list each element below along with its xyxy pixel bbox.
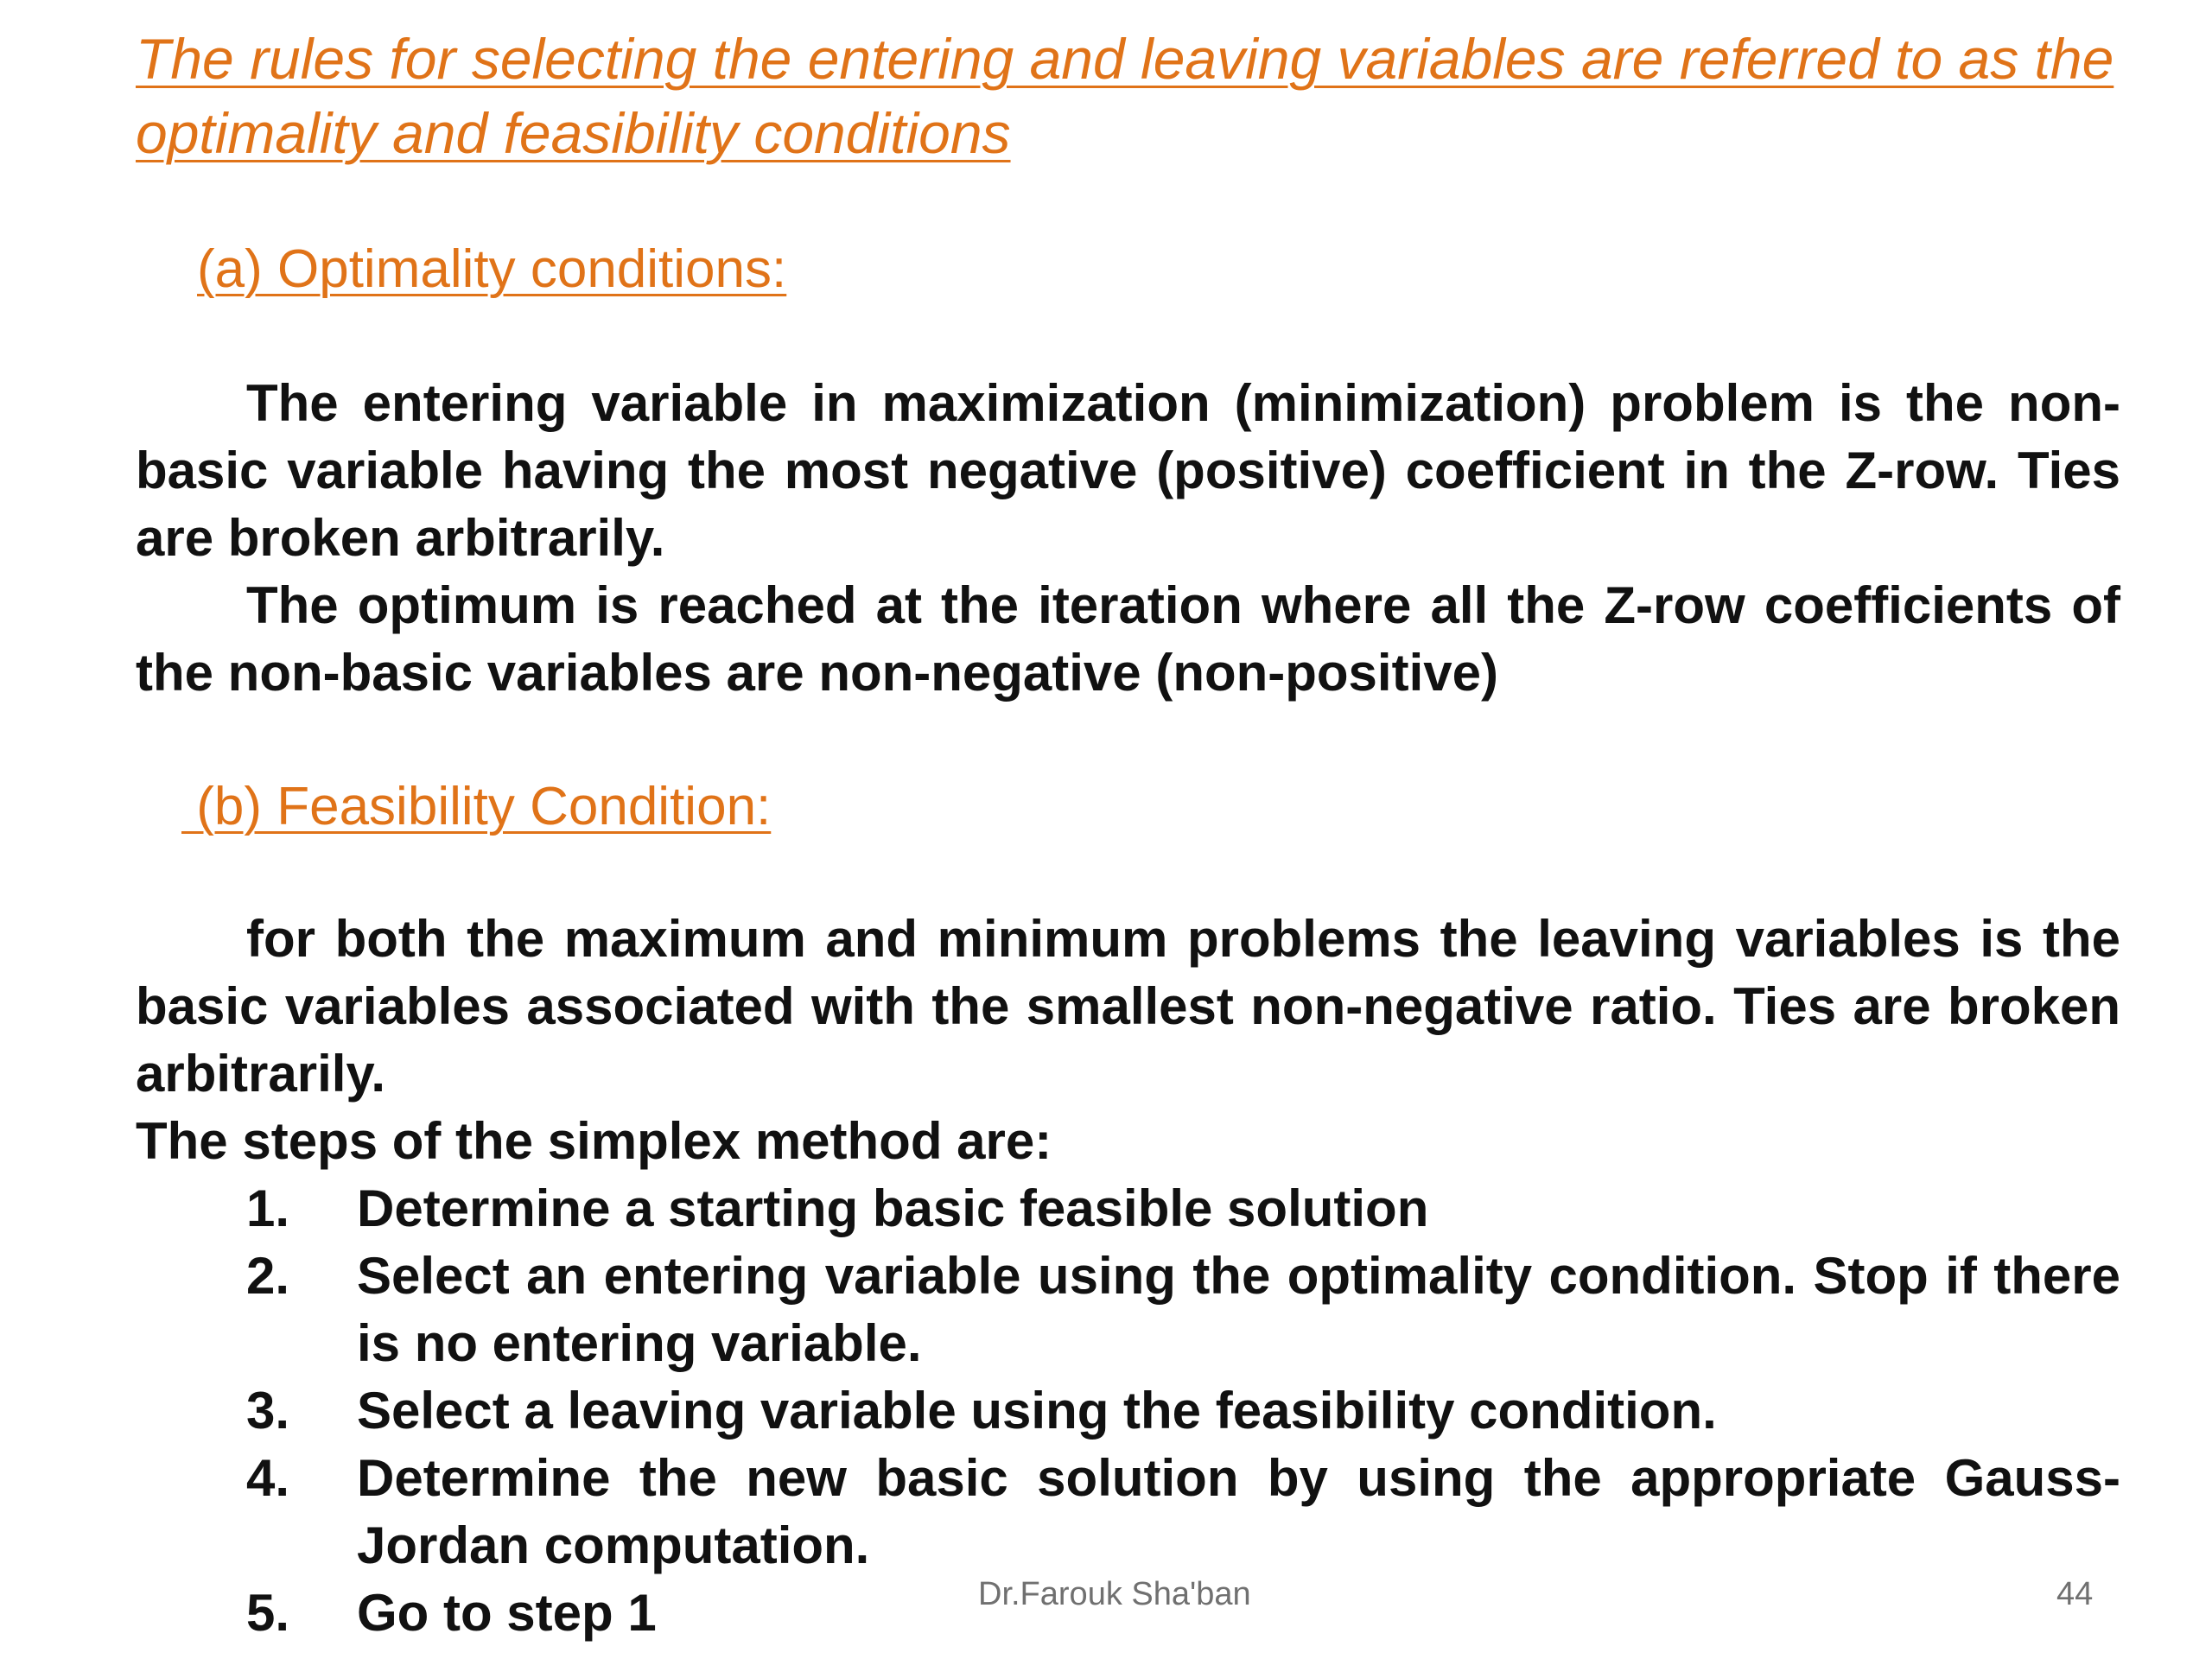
step-text: Go to step 1 (357, 1584, 657, 1642)
optimality-heading: (a) Optimality conditions: (197, 239, 787, 299)
slide-title: The rules for selecting the entering and leaving variables are referred to as the optimality and feasibility conditions (136, 27, 2114, 165)
step-number: 5. (246, 1584, 290, 1642)
step-number: 3. (246, 1382, 290, 1440)
step-text: Determine a starting basic feasible solution (357, 1179, 1429, 1237)
feasibility-heading: (b) Feasibility Condition: (181, 777, 772, 836)
optimality-paragraph-optimum: The optimum is reached at the iteration where all the Z-row coefficients of the non-basic variables are non-negative (non-positive) (136, 576, 2120, 702)
optimality-paragraph-entering: The entering variable in maximization (minimization) problem is the non-basic variable having the most negative (positive) coefficient in the Z-row. Ties are broken arbitrarily. (136, 374, 2120, 567)
step-item (136, 1243, 2120, 1377)
step-text: Select a leaving variable using the feasibility condition. (357, 1382, 1717, 1440)
step-number: 2. (246, 1247, 290, 1305)
step-item (136, 1445, 2120, 1580)
feasibility-body (136, 906, 2120, 1647)
step-number: 1. (246, 1179, 290, 1237)
feasibility-paragraph: for both the maximum and minimum problems the leaving variables is the basic variables associated with the smallest non-negative ratio. Ties are broken arbitrarily. (136, 910, 2120, 1103)
step-text: Select an entering variable using the optimality condition. Stop if there is no entering variable. (357, 1247, 2120, 1372)
step-number: 4. (246, 1449, 290, 1507)
steps-intro: The steps of the simplex method are: (136, 1112, 1052, 1170)
step-text: Determine the new basic solution by using the appropriate Gauss-Jordan computation. (357, 1449, 2120, 1574)
page-number: 44 (2056, 1576, 2094, 1612)
step-item (136, 1175, 2120, 1243)
optimality-body (136, 370, 2120, 707)
footer-author: Dr.Farouk Sha'ban (978, 1576, 1251, 1612)
step-item (136, 1377, 2120, 1445)
